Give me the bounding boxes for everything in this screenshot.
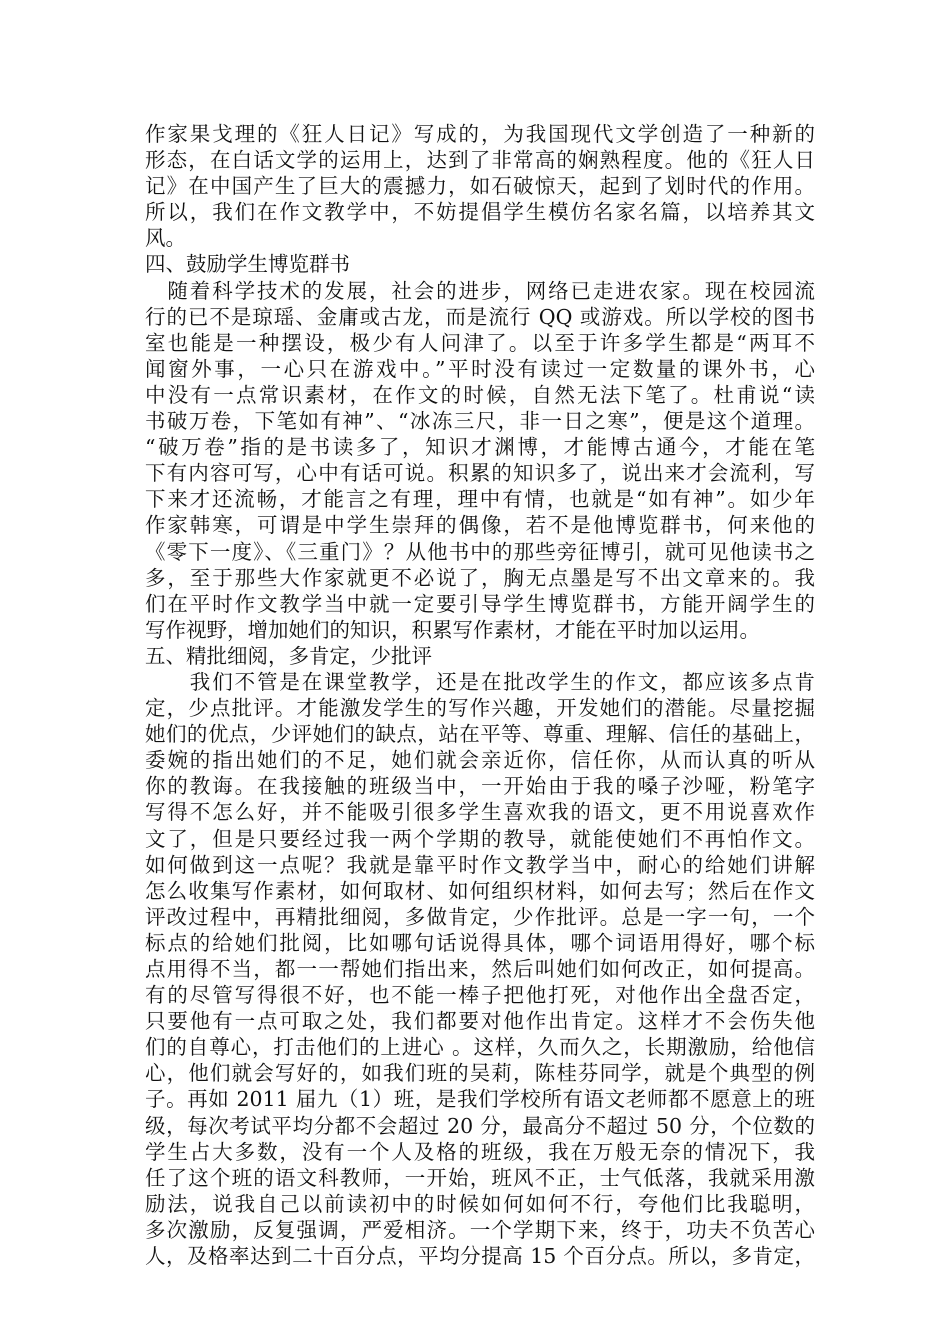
text-line: 委婉的指出她们的不足，她们就会亲近你，信任你，从而认真的听从 bbox=[145, 748, 815, 773]
text-line: 定，少点批评。才能激发学生的写作兴趣，开发她们的潜能。尽量挖掘 bbox=[145, 696, 815, 721]
text-line: 标点的给她们批阅，比如哪句话说得具体，哪个词语用得好，哪个标 bbox=[145, 930, 815, 955]
text-line: 风。 bbox=[145, 226, 186, 251]
text-line: 记》在中国产生了巨大的震撼力，如石破惊天，起到了划时代的作用。 bbox=[145, 174, 815, 199]
text-line: 下来才还流畅，才能言之有理，理中有情，也就是“如有神”。如少年 bbox=[145, 487, 815, 512]
text-line: 随着科学技术的发展，社会的进步，网络已走进农家。现在校园流 bbox=[145, 278, 815, 303]
text-line: 评改过程中，再精批细阅，多做肯定，少作批评。总是一字一句，一个 bbox=[145, 904, 815, 929]
text-line: 《零下一度》、《三重门》？从他书中的那些旁征博引，就可见他读书之 bbox=[145, 539, 815, 564]
text-line: 作家果戈理的《狂人日记》写成的，为我国现代文学创造了一种新的 bbox=[145, 122, 815, 146]
text-line: 四、鼓励学生博览群书 bbox=[145, 252, 350, 277]
text-line: 写得不怎么好，并不能吸引很多学生喜欢我的语文，更不用说喜欢作 bbox=[145, 800, 815, 825]
text-line: 形态，在白话文学的运用上，达到了非常高的娴熟程度。他的《狂人日 bbox=[145, 148, 815, 173]
text-line: “破万卷”指的是书读多了，知识才渊博，才能博古通今，才能在笔 bbox=[145, 435, 815, 460]
text-line: 心，他们就会写好的，如我们班的吴莉，陈桂芬同学，就是个典型的例 bbox=[145, 1061, 815, 1086]
text-line: 怎么收集写作素材，如何取材、如何组织材料，如何去写；然后在作文 bbox=[145, 878, 815, 903]
text-line: 书破万卷，下笔如有神”、“冰冻三尺，非一日之寒”，便是这个道理。 bbox=[145, 409, 815, 434]
text-line: 学生占大多数，没有一个人及格的班级，我在万般无奈的情况下，我 bbox=[145, 1139, 815, 1164]
text-line: 作家韩寒，可谓是中学生崇拜的偶像，若不是他博览群书，何来他的 bbox=[145, 513, 815, 538]
text-line: 们的自尊心，打击他们的上进心 。这样，久而久之，长期激励，给他信 bbox=[145, 1035, 815, 1060]
text-line: 只要他有一点可取之处，我们都要对他作出肯定。这样才不会伤失他 bbox=[145, 1009, 815, 1034]
text-line: 任了这个班的语文科教师，一开始，班风不正，士气低落，我就采用激 bbox=[145, 1165, 815, 1190]
text-line: 人，及格率达到二十百分点，平均分提高 15 个百分点。所以，多肯定， bbox=[145, 1244, 815, 1269]
document-page bbox=[145, 121, 815, 1269]
text-line: 如何做到这一点呢？我就是靠平时作文教学当中，耐心的给她们讲解 bbox=[145, 852, 815, 877]
text-line: 子。再如 2011 届九（1）班，是我们学校所有语文老师都不愿意上的班 bbox=[145, 1087, 815, 1112]
text-line: 行的已不是琼瑶、金庸或古龙，而是流行 QQ 或游戏。所以学校的图书 bbox=[145, 304, 815, 329]
text-line: 我们不管是在课堂教学，还是在批改学生的作文，都应该多点肯 bbox=[145, 669, 815, 694]
text-line: 多次激励，反复强调，严爱相济。一个学期下来，终于，功夫不负苦心 bbox=[145, 1217, 815, 1242]
text-line: 级，每次考试平均分都不会超过 20 分，最高分不超过 50 分，个位数的 bbox=[145, 1113, 815, 1138]
text-line: 中没有一点常识素材，在作文的时候，自然无法下笔了。杜甫说“读 bbox=[145, 382, 815, 407]
text-line: 下有内容可写，心中有话可说。积累的知识多了，说出来才会流利，写 bbox=[145, 461, 815, 486]
document-body bbox=[145, 121, 815, 1269]
text-line: 你的教诲。在我接触的班级当中，一开始由于我的嗓子沙哑，粉笔字 bbox=[145, 774, 815, 799]
text-line: 室也能是一种摆设，极少有人问津了。以至于许多学生都是“两耳不 bbox=[145, 330, 815, 355]
text-line: 励法，说我自己以前读初中的时候如何如何不行，夸他们比我聪明， bbox=[145, 1191, 815, 1216]
text-line: 所以，我们在作文教学中，不妨提倡学生模仿名家名篇，以培养其文 bbox=[145, 200, 815, 225]
text-line: 点用得不当，都一一帮她们指出来，然后叫她们如何改正，如何提高。 bbox=[145, 957, 815, 981]
text-line: 她们的优点，少评她们的缺点，站在平等、尊重、理解、信任的基础上， bbox=[145, 722, 815, 747]
text-line: 文了，但是只要经过我一两个学期的教导，就能使她们不再怕作文。 bbox=[145, 826, 815, 851]
text-line: 多，至于那些大作家就更不必说了，胸无点墨是写不出文章来的。我 bbox=[145, 565, 815, 590]
text-line: 五、精批细阅，多肯定，少批评 bbox=[145, 643, 432, 668]
text-line: 们在平时作文教学当中就一定要引导学生博览群书，方能开阔学生的 bbox=[145, 591, 815, 616]
text-line: 有的尽管写得很不好，也不能一棒子把他打死，对他作出全盘否定， bbox=[145, 983, 815, 1008]
text-line: 写作视野，增加她们的知识，积累写作素材，才能在平时加以运用。 bbox=[145, 617, 760, 642]
text-line: 闻窗外事，一心只在游戏中。”平时没有读过一定数量的课外书，心 bbox=[145, 356, 815, 381]
